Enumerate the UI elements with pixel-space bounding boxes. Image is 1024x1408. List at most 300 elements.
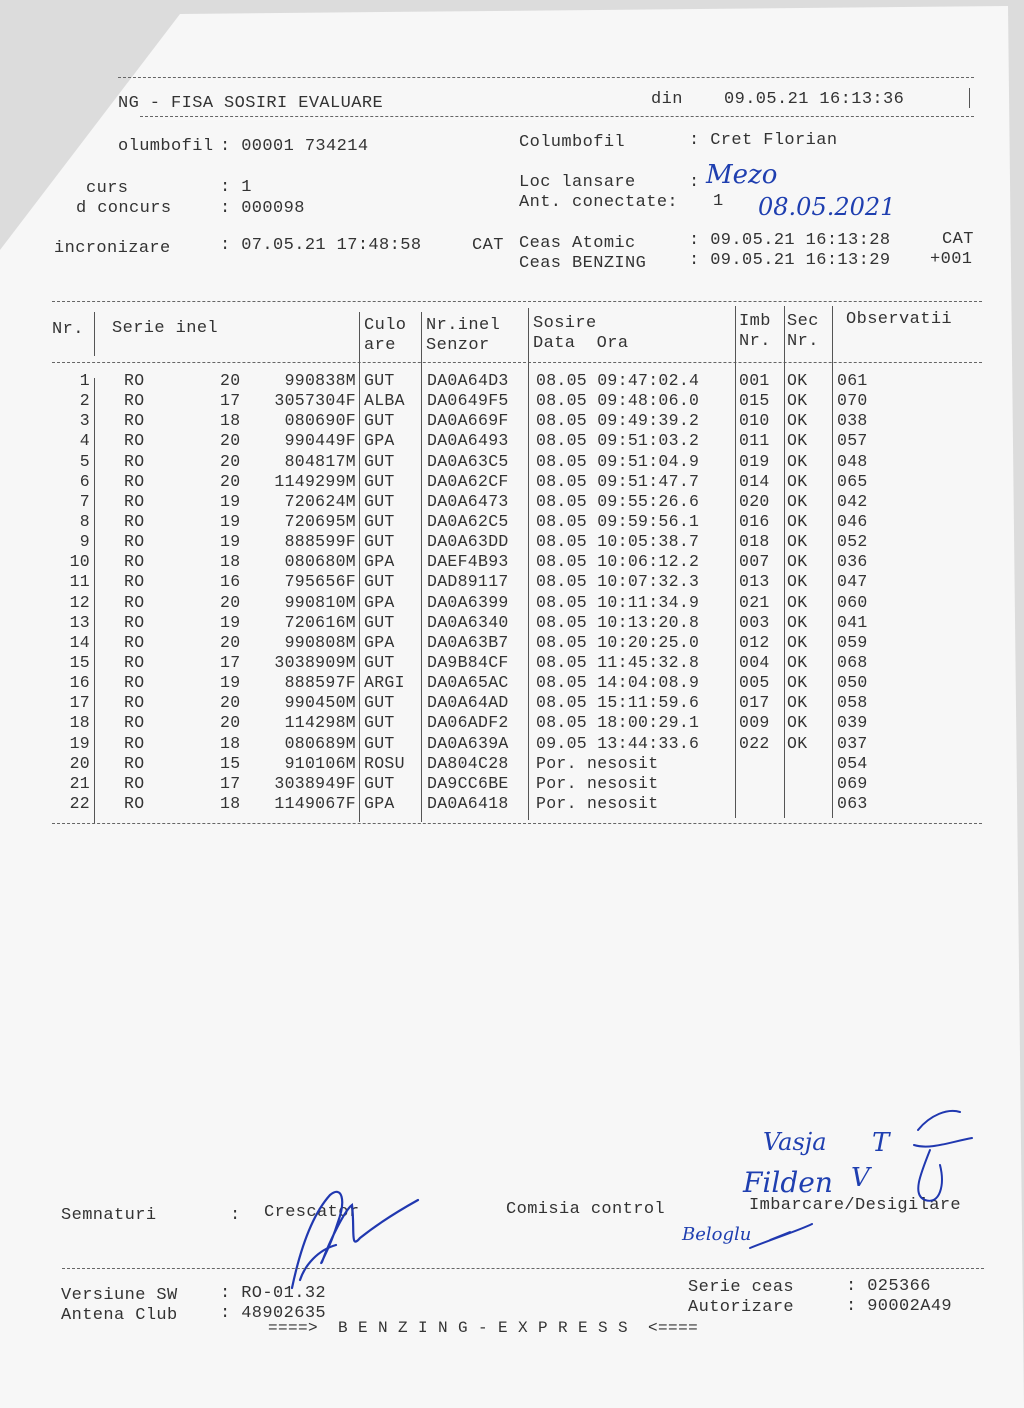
handwritten-signature-2: Filden [743,1166,833,1199]
row-sensor: DA0A6473 [427,491,509,511]
row-arrival: 08.05 09:51:04.9 [536,451,700,471]
row-ring: 990449F [284,431,356,451]
row-obs: 058 [837,693,868,713]
row-sensor: DA0A6340 [427,612,509,632]
table-row [52,411,982,431]
row-sensor: DA0A63DD [427,532,509,552]
row-sec: OK [787,471,808,491]
row-ring: 910106M [284,753,356,773]
sync-label: incronizare [54,239,171,258]
row-year: 18 [220,552,241,572]
row-obs: 042 [837,491,868,511]
table-row [52,532,982,552]
row-nr: 9 [79,532,90,552]
row-obs: 036 [837,552,868,572]
row-year: 20 [220,693,241,713]
versiune-value: : RO-01.32 [220,1284,327,1303]
row-color: GUT [364,371,395,390]
row-country: RO [124,431,145,451]
handwritten-signature-2b: V [851,1163,870,1193]
row-obs: 037 [837,733,868,753]
col-header-imb-1: Imb [739,312,771,331]
row-arrival: 08.05 10:06:12.2 [536,552,700,572]
col-header-observatii: Observatii [846,310,953,329]
row-sec: OK [787,652,808,672]
row-obs: 046 [837,511,868,531]
id-concurs-value: : 000098 [220,199,305,218]
col-header-sosire-1: Sosire [533,314,597,333]
row-sec: OK [787,431,808,451]
row-sensor: DA804C28 [427,753,509,773]
row-obs: 054 [837,753,868,773]
row-nr: 10 [69,552,90,572]
row-ring: 080689M [284,733,356,753]
row-arrival: 08.05 10:05:38.7 [536,532,700,552]
row-ring: 1149299M [274,471,356,491]
row-sensor: DA06ADF2 [427,713,509,733]
row-color: GPA [364,793,395,813]
date-value: 09.05.21 16:13:36 [724,90,905,109]
row-imb: 010 [739,411,770,431]
handwritten-signature-3: Beloglu [682,1224,752,1245]
table-row [52,431,982,451]
row-ring: 888599F [284,532,356,552]
arrivals-table [52,371,982,814]
row-sec: OK [787,491,808,511]
row-imb: 019 [739,451,770,471]
row-arrival: 08.05 10:07:32.3 [536,572,700,592]
table-row [52,633,982,653]
row-sec: OK [787,733,808,753]
fancier-code-label: olumbofil [118,137,214,156]
row-sensor: DA0A62CF [427,471,509,491]
row-obs: 060 [837,592,868,612]
row-arrival: Por. nesosit [536,753,659,773]
row-ring: 080690F [284,411,356,431]
row-sensor: DA0A63C5 [427,451,509,471]
row-nr: 1 [79,371,90,390]
row-country: RO [124,391,145,411]
table-row [52,794,982,814]
handwritten-signature-1b: T [872,1128,890,1158]
row-year: 16 [220,572,241,592]
imbarcare-label: Imbarcare/Desigilare [749,1196,962,1215]
row-year: 19 [220,673,241,693]
date-label: din [651,90,683,109]
row-arrival: 08.05 15:11:59.6 [536,693,700,713]
row-arrival: 08.05 09:55:26.6 [536,491,700,511]
row-arrival: 08.05 10:20:25.0 [536,632,700,652]
table-row [52,713,982,733]
brand-footer: ====> B E N Z I N G - E X P R E S S <==== [268,1319,699,1337]
row-nr: 3 [79,411,90,431]
row-ring: 990810M [284,592,356,612]
row-obs: 063 [837,793,868,813]
row-ring: 804817M [284,451,356,471]
row-nr: 14 [69,632,90,652]
concurs-label: curs [86,179,129,198]
table-row [52,593,982,613]
row-sec: OK [787,411,808,431]
ceas-atomic-value: : 09.05.21 16:13:28 [689,231,891,250]
row-sec: OK [787,612,808,632]
table-row [52,774,982,794]
row-year: 17 [220,391,241,411]
row-sec: OK [787,673,808,693]
autorizare-label: Autorizare [688,1298,795,1317]
row-ring: 3038949F [274,773,356,793]
row-nr: 12 [69,592,90,612]
row-country: RO [124,491,145,511]
row-country: RO [124,793,145,813]
row-year: 19 [220,532,241,552]
col-header-serie: Serie inel [112,319,219,338]
row-country: RO [124,511,145,531]
row-color: ALBA [364,391,405,411]
row-country: RO [124,411,145,431]
row-country: RO [124,612,145,632]
row-arrival: 09.05 13:44:33.6 [536,733,700,753]
row-color: ARGI [364,673,405,693]
row-color: GPA [364,552,395,572]
row-sensor: DA0A669F [427,411,509,431]
row-sec: OK [787,451,808,471]
row-ring: 990808M [284,632,356,652]
row-imb: 016 [739,511,770,531]
row-arrival: 08.05 09:49:39.2 [536,411,700,431]
row-year: 20 [220,371,241,390]
row-sensor: DA0A63B7 [427,632,509,652]
antena-value: : 48902635 [220,1304,327,1323]
row-ring: 720624M [284,491,356,511]
ceas-atomic-tz: CAT [942,230,974,249]
row-year: 20 [220,451,241,471]
row-imb: 015 [739,391,770,411]
row-country: RO [124,753,145,773]
row-obs: 052 [837,532,868,552]
row-color: GUT [364,693,395,713]
table-row [52,673,982,693]
row-ring: 720695M [284,511,356,531]
row-country: RO [124,733,145,753]
row-arrival: 08.05 09:51:03.2 [536,431,700,451]
row-color: GUT [364,451,395,471]
versiune-label: Versiune SW [61,1286,178,1305]
row-nr: 16 [69,673,90,693]
row-imb: 005 [739,673,770,693]
row-ring: 1149067F [274,793,356,813]
row-imb: 013 [739,572,770,592]
sync-value: : 07.05.21 17:48:58 [220,236,422,255]
row-nr: 13 [69,612,90,632]
row-color: GUT [364,532,395,552]
col-header-sec-2: Nr. [787,332,819,351]
row-obs: 070 [837,391,868,411]
row-nr: 21 [69,773,90,793]
concurs-value: : 1 [220,178,252,197]
footer-dash-line [62,1268,984,1269]
row-sensor: DA0A62C5 [427,511,509,531]
report-title: NG - FISA SOSIRI EVALUARE [118,94,384,113]
row-imb: 011 [739,431,770,451]
row-obs: 038 [837,411,868,431]
col-header-culoare-1: Culo [364,316,407,335]
signatures-sep: : [230,1206,241,1225]
row-arrival: 08.05 09:48:06.0 [536,391,700,411]
row-obs: 047 [837,572,868,592]
serie-ceas-value: : 025366 [846,1277,931,1296]
row-country: RO [124,592,145,612]
row-sec: OK [787,532,808,552]
row-imb: 004 [739,652,770,672]
top-dash-line [118,77,974,78]
row-nr: 11 [69,572,90,592]
row-imb: 021 [739,592,770,612]
row-sec: OK [787,713,808,733]
row-color: GPA [364,632,395,652]
row-nr: 19 [69,733,90,753]
row-year: 20 [220,431,241,451]
row-obs: 068 [837,652,868,672]
row-country: RO [124,693,145,713]
row-sensor: DA0A64D3 [427,371,509,390]
row-sensor: DA0A6418 [427,793,509,813]
row-imb: 014 [739,471,770,491]
row-imb: 007 [739,552,770,572]
row-imb: 003 [739,612,770,632]
row-obs: 039 [837,713,868,733]
row-arrival: 08.05 10:11:34.9 [536,592,700,612]
row-obs: 065 [837,471,868,491]
autorizare-value: : 90002A49 [846,1297,953,1316]
table-row [52,754,982,774]
row-obs: 069 [837,773,868,793]
row-sensor: DA0A639A [427,733,509,753]
ceas-atomic-label: Ceas Atomic [519,234,636,253]
table-row [52,391,982,411]
row-country: RO [124,572,145,592]
row-color: GPA [364,431,395,451]
row-imb: 012 [739,632,770,652]
row-nr: 22 [69,793,90,813]
row-ring: 114298M [284,713,356,733]
row-nr: 15 [69,652,90,672]
row-sensor: DA0A64AD [427,693,509,713]
row-sec: OK [787,391,808,411]
row-nr: 2 [79,391,90,411]
ant-conectate-value: 1 [713,192,724,211]
row-ring: 720616M [284,612,356,632]
row-ring: 3057304F [274,391,356,411]
row-country: RO [124,773,145,793]
row-arrival: Por. nesosit [536,773,659,793]
row-country: RO [124,652,145,672]
row-ring: 795656F [284,572,356,592]
row-sec: OK [787,572,808,592]
table-top-dash [52,301,982,302]
row-year: 20 [220,713,241,733]
row-imb: 022 [739,733,770,753]
table-row [52,693,982,713]
table-row [52,452,982,472]
ceas-benzing-label: Ceas BENZING [519,254,647,273]
table-row [52,492,982,512]
row-imb: 020 [739,491,770,511]
row-sec: OK [787,371,808,390]
row-color: GUT [364,652,395,672]
row-country: RO [124,371,145,390]
row-ring: 3038909M [274,652,356,672]
table-row [52,371,982,391]
row-imb: 018 [739,532,770,552]
loc-lansare-sep: : [689,173,700,192]
handwritten-date: 08.05.2021 [758,193,896,221]
row-color: GUT [364,773,395,793]
row-imb: 009 [739,713,770,733]
table-row [52,552,982,572]
sync-tz: CAT [472,236,504,255]
row-year: 19 [220,612,241,632]
row-country: RO [124,632,145,652]
row-sensor: DA0A6399 [427,592,509,612]
row-arrival: 08.05 14:04:08.9 [536,673,700,693]
row-sensor: DA9CC6BE [427,773,509,793]
row-sec: OK [787,693,808,713]
row-obs: 061 [837,371,868,390]
table-row [52,653,982,673]
row-year: 18 [220,733,241,753]
antena-label: Antena Club [61,1306,178,1325]
row-ring: 990450M [284,693,356,713]
row-arrival: 08.05 09:47:02.4 [536,371,700,390]
row-year: 20 [220,471,241,491]
row-obs: 059 [837,632,868,652]
row-year: 19 [220,491,241,511]
header-dash-line [140,116,974,117]
ant-conectate-label: Ant. conectate: [519,193,679,212]
row-country: RO [124,673,145,693]
col-header-sec-1: Sec [787,312,819,331]
row-color: GUT [364,612,395,632]
row-country: RO [124,532,145,552]
col-header-imb-2: Nr. [739,332,771,351]
table-row [52,613,982,633]
row-year: 18 [220,793,241,813]
row-country: RO [124,471,145,491]
ceas-benzing-offset: +001 [930,250,973,269]
row-ring: 990838M [284,371,356,390]
serie-ceas-label: Serie ceas [688,1278,795,1297]
handwritten-signature-1: Vasja [763,1128,827,1156]
row-arrival: 08.05 18:00:29.1 [536,713,700,733]
row-sec: OK [787,511,808,531]
row-ring: 888597F [284,673,356,693]
row-color: GPA [364,592,395,612]
row-color: GUT [364,491,395,511]
row-sec: OK [787,552,808,572]
row-nr: 8 [79,511,90,531]
table-row [52,512,982,532]
col-header-nr: Nr. [52,320,84,339]
columbofil-label: Columbofil [519,133,626,152]
id-concurs-label: d concurs [76,199,172,218]
col-header-senzor-2: Senzor [426,336,490,355]
row-sensor: DAD89117 [427,572,509,592]
header-bar [969,88,970,108]
table-row [52,472,982,492]
row-sensor: DAEF4B93 [427,552,509,572]
row-sensor: DA0A65AC [427,673,509,693]
row-color: GUT [364,572,395,592]
row-arrival: 08.05 09:59:56.1 [536,511,700,531]
col-header-sosire-2: Data Ora [533,334,629,353]
row-nr: 7 [79,491,90,511]
row-obs: 041 [837,612,868,632]
row-sensor: DA0A6493 [427,431,509,451]
row-year: 20 [220,632,241,652]
row-year: 19 [220,511,241,531]
ceas-benzing-value: : 09.05.21 16:13:29 [689,251,891,270]
row-color: GUT [364,733,395,753]
row-sensor: DA0649F5 [427,391,509,411]
row-year: 18 [220,411,241,431]
row-obs: 050 [837,673,868,693]
row-color: GUT [364,471,395,491]
row-year: 15 [220,753,241,773]
row-arrival: Por. nesosit [536,793,659,813]
row-year: 17 [220,773,241,793]
row-arrival: 08.05 11:45:32.8 [536,652,700,672]
signatures-label: Semnaturi [61,1206,157,1225]
loc-lansare-label: Loc lansare [519,173,636,192]
row-ring: 080680M [284,552,356,572]
row-nr: 18 [69,713,90,733]
row-color: ROSU [364,753,405,773]
row-year: 20 [220,592,241,612]
comisia-label: Comisia control [506,1200,666,1219]
row-sec: OK [787,592,808,612]
row-nr: 6 [79,471,90,491]
table-header-dash [52,362,982,363]
table-row [52,572,982,592]
row-nr: 5 [79,451,90,471]
col-header-culoare-2: are [364,336,396,355]
fancier-code-value: : 00001 734214 [220,137,369,156]
row-country: RO [124,451,145,471]
row-sec: OK [787,632,808,652]
row-nr: 17 [69,693,90,713]
col-header-senzor-1: Nr.inel [426,316,501,335]
col-sep-1 [94,312,95,356]
row-imb: 017 [739,693,770,713]
handwritten-location: Mezo [706,160,778,190]
row-color: GUT [364,411,395,431]
table-bottom-dash [52,823,982,824]
columbofil-value: : Cret Florian [689,131,838,150]
row-nr: 20 [69,753,90,773]
row-color: GUT [364,713,395,733]
row-imb: 001 [739,371,770,390]
row-obs: 057 [837,431,868,451]
row-arrival: 08.05 10:13:20.8 [536,612,700,632]
row-sensor: DA9B84CF [427,652,509,672]
row-year: 17 [220,652,241,672]
table-row [52,734,982,754]
row-obs: 048 [837,451,868,471]
row-arrival: 08.05 09:51:47.7 [536,471,700,491]
row-country: RO [124,552,145,572]
row-color: GUT [364,511,395,531]
